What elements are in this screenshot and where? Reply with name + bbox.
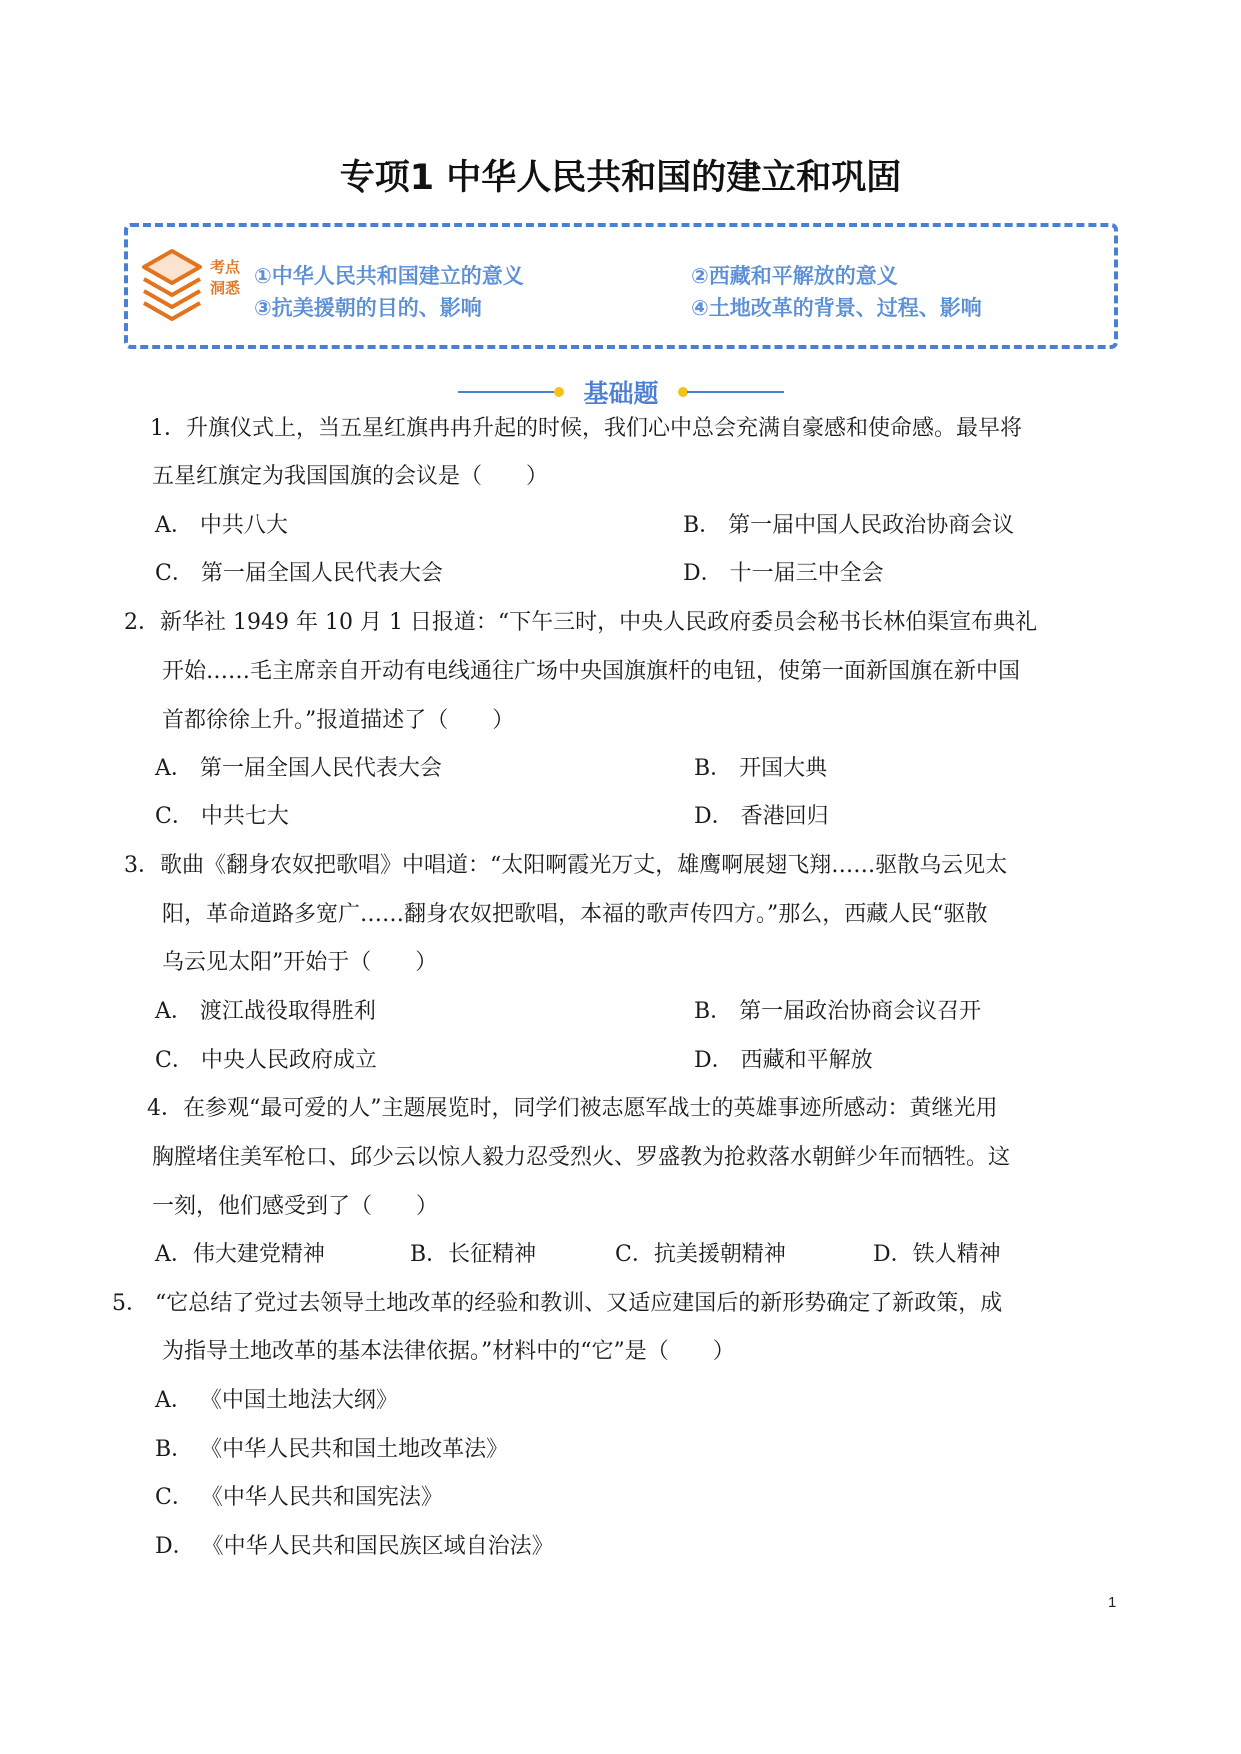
question-5-option-d: D． 《中华人民共和国民族区域自治法》 xyxy=(155,1534,554,1559)
question-1-option-b: B． 第一届中国人民政治协商会议 xyxy=(683,513,1015,538)
question-3-option-b: B． 第一届政治协商会议召开 xyxy=(694,999,982,1024)
question-2-option-d: D． 香港回归 xyxy=(694,804,829,829)
question-4-line-1: 4．在参观“最可爱的人”主题展览时，同学们被志愿军战士的英雄事迹所感动：黄继光用 xyxy=(147,1096,998,1121)
key-points-label-line2: 洞悉 xyxy=(210,279,241,297)
question-3-option-d: D． 西藏和平解放 xyxy=(694,1048,873,1073)
question-4-line-2: 胸膛堵住美军枪口、邱少云以惊人毅力忍受烈火、罗盛教为抢救落水朝鲜少年而牺牲。这 xyxy=(152,1145,1011,1170)
stacked-layers-icon xyxy=(140,241,204,327)
question-2-option-c: C． 中共七大 xyxy=(155,804,289,829)
question-1-option-d: D． 十一届三中全会 xyxy=(683,561,884,586)
question-3-option-c: C． 中央人民政府成立 xyxy=(155,1048,377,1073)
question-2-line-3: 首都徐徐上升。”报道描述了（ ） xyxy=(162,708,515,733)
question-4-option-b: B．长征精神 xyxy=(410,1242,537,1267)
key-point-2: ②西藏和平解放的意义 xyxy=(691,264,898,288)
key-points-label xyxy=(210,257,240,299)
section-header xyxy=(458,374,784,410)
question-5-option-b: B． 《中华人民共和国土地改革法》 xyxy=(155,1437,509,1462)
question-1-option-c: C． 第一届全国人民代表大会 xyxy=(155,561,443,586)
key-point-3: ③抗美援朝的目的、影响 xyxy=(254,296,482,320)
key-point-1: ①中华人民共和国建立的意义 xyxy=(254,264,524,288)
question-1-option-a: A． 中共八大 xyxy=(155,513,288,538)
question-4-option-c: C．抗美援朝精神 xyxy=(615,1242,786,1267)
page-title: 专项1 中华人民共和国的建立和巩固 xyxy=(339,158,902,198)
page-number: 1 xyxy=(1108,1594,1117,1611)
question-5-line-2: 为指导土地改革的基本法律依据。”材料中的“它”是（ ） xyxy=(162,1339,735,1364)
question-5-option-c: C． 《中华人民共和国宪法》 xyxy=(155,1485,443,1510)
question-5-option-a: A． 《中国土地法大纲》 xyxy=(155,1388,398,1413)
question-3-option-a: A． 渡江战役取得胜利 xyxy=(155,999,376,1024)
question-2-option-b: B． 开国大典 xyxy=(694,756,828,781)
question-4-option-a: A．伟大建党精神 xyxy=(155,1242,325,1267)
question-3-line-1: 3．歌曲《翻身农奴把歌唱》中唱道：“太阳啊霞光万丈，雄鹰啊展翅飞翔……驱散乌云见太 xyxy=(124,853,1008,878)
question-1-line-2: 五星红旗定为我国国旗的会议是（ ） xyxy=(152,464,549,489)
question-2-option-a: A． 第一届全国人民代表大会 xyxy=(155,756,442,781)
question-3-line-2: 阳，革命道路多宽广……翻身农奴把歌唱，本福的歌声传四方。”那么，西藏人民“驱散 xyxy=(162,902,988,927)
question-4-option-d: D．铁人精神 xyxy=(873,1242,1001,1267)
key-points-box xyxy=(124,223,1118,349)
question-2-line-1: 2．新华社 1949 年 10 月 1 日报道：“下午三时，中央人民政府委员会秘书长林伯渠宣布典礼 xyxy=(124,610,1038,635)
question-3-line-3: 乌云见太阳”开始于（ ） xyxy=(162,950,438,975)
question-1-line-1: 1．升旗仪式上，当五星红旗冉冉升起的时候，我们心中总会充满自豪感和使命感。最早将 xyxy=(150,416,1023,441)
key-point-4: ④土地改革的背景、过程、影响 xyxy=(691,296,982,320)
question-2-line-2: 开始……毛主席亲自开动有电线通往广场中央国旗旗杆的电钮，使第一面新国旗在新中国 xyxy=(162,659,1021,684)
question-5-line-1: 5． “它总结了党过去领导土地改革的经验和教训、又适应建国后的新形势确定了新政策，成 xyxy=(112,1291,1003,1316)
question-4-line-3: 一刻，他们感受到了（ ） xyxy=(152,1194,439,1219)
key-points-label-line1: 考点 xyxy=(210,258,241,276)
section-title: 基础题 xyxy=(583,379,659,408)
